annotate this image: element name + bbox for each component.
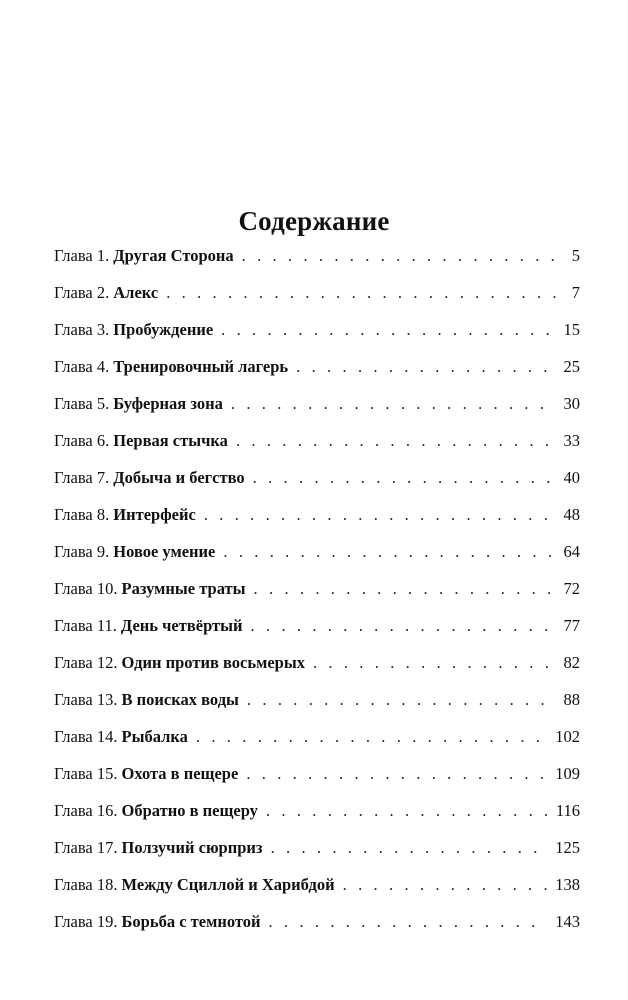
toc-entry[interactable] bbox=[54, 311, 580, 348]
page-number: 109 bbox=[555, 764, 580, 783]
toc-entry[interactable] bbox=[54, 570, 580, 607]
page-number: 25 bbox=[563, 357, 580, 376]
toc-entry[interactable] bbox=[54, 385, 580, 422]
page-number: 125 bbox=[555, 838, 580, 857]
chapter-label: Глава 8. bbox=[54, 505, 110, 524]
dot-leader bbox=[253, 459, 556, 496]
toc-entry[interactable] bbox=[54, 607, 580, 644]
chapter-label: Глава 6. bbox=[54, 431, 110, 450]
chapter-title: Интерфейс bbox=[113, 505, 196, 524]
dot-leader bbox=[296, 348, 555, 385]
chapter-title: Тренировочный лагерь bbox=[113, 357, 289, 376]
toc-entry[interactable] bbox=[54, 829, 580, 866]
toc-entry[interactable] bbox=[54, 644, 580, 681]
chapter-title: Борьба с темнотой bbox=[121, 912, 261, 931]
chapter-title: Первая стычка bbox=[113, 431, 228, 450]
chapter-title: Алекс bbox=[113, 283, 159, 302]
page-number: 116 bbox=[555, 801, 580, 820]
chapter-title: Новое умение bbox=[113, 542, 216, 561]
page-number: 48 bbox=[563, 505, 580, 524]
page-number: 30 bbox=[563, 394, 580, 413]
page-number: 143 bbox=[555, 912, 580, 931]
toc-entry[interactable] bbox=[54, 422, 580, 459]
toc-entry[interactable] bbox=[54, 755, 580, 792]
toc-entry[interactable] bbox=[54, 274, 580, 311]
chapter-title: Охота в пещере bbox=[121, 764, 239, 783]
dot-leader bbox=[166, 274, 558, 311]
page-number: 7 bbox=[571, 283, 580, 302]
toc-entry[interactable] bbox=[54, 866, 580, 903]
dot-leader bbox=[196, 718, 547, 755]
page-number: 64 bbox=[563, 542, 580, 561]
toc-entry[interactable] bbox=[54, 237, 580, 274]
chapter-label: Глава 2. bbox=[54, 283, 110, 302]
dot-leader bbox=[221, 311, 555, 348]
dot-leader bbox=[343, 866, 548, 903]
chapter-title: День четвёртый bbox=[120, 616, 243, 635]
chapter-title: Пробуждение bbox=[113, 320, 214, 339]
chapter-title: Разумные траты bbox=[121, 579, 246, 598]
page-number: 102 bbox=[555, 727, 580, 746]
chapter-label: Глава 16. bbox=[54, 801, 118, 820]
toc-entry[interactable] bbox=[54, 496, 580, 533]
dot-leader bbox=[223, 533, 555, 570]
chapter-label: Глава 9. bbox=[54, 542, 110, 561]
chapter-title: Один против восьмерых bbox=[121, 653, 305, 672]
chapter-label: Глава 5. bbox=[54, 394, 110, 413]
toc-entry[interactable] bbox=[54, 681, 580, 718]
chapter-title: В поисках воды bbox=[121, 690, 239, 709]
page-title: Содержание bbox=[238, 206, 390, 237]
chapter-title: Ползучий сюрприз bbox=[121, 838, 263, 857]
toc-entry[interactable] bbox=[54, 718, 580, 755]
chapter-label: Глава 4. bbox=[54, 357, 110, 376]
chapter-label: Глава 14. bbox=[54, 727, 118, 746]
page-number: 138 bbox=[555, 875, 580, 894]
dot-leader bbox=[204, 496, 556, 533]
chapter-label: Глава 19. bbox=[54, 912, 118, 931]
dot-leader bbox=[231, 385, 556, 422]
page-number: 88 bbox=[563, 690, 580, 709]
dot-leader bbox=[236, 422, 556, 459]
chapter-title: Буферная зона bbox=[113, 394, 223, 413]
chapter-title: Другая Сторона bbox=[113, 246, 234, 265]
chapter-label: Глава 1. bbox=[54, 246, 110, 265]
chapter-label: Глава 13. bbox=[54, 690, 118, 709]
page-number: 77 bbox=[563, 616, 580, 635]
dot-leader bbox=[251, 607, 556, 644]
chapter-title: Рыбалка bbox=[121, 727, 188, 746]
chapter-label: Глава 10. bbox=[54, 579, 118, 598]
toc-entry[interactable] bbox=[54, 903, 580, 940]
page-number: 40 bbox=[563, 468, 580, 487]
table-of-contents bbox=[54, 237, 580, 940]
chapter-title: Между Сциллой и Харибдой bbox=[121, 875, 335, 894]
toc-entry[interactable] bbox=[54, 792, 580, 829]
chapter-title: Добыча и бегство bbox=[113, 468, 245, 487]
dot-leader bbox=[313, 644, 556, 681]
chapter-title: Обратно в пещеру bbox=[121, 801, 258, 820]
toc-entry[interactable] bbox=[54, 459, 580, 496]
dot-leader bbox=[242, 237, 558, 274]
dot-leader bbox=[269, 903, 548, 940]
chapter-label: Глава 7. bbox=[54, 468, 110, 487]
page-number: 15 bbox=[563, 320, 580, 339]
chapter-label: Глава 18. bbox=[54, 875, 118, 894]
chapter-label: Глава 3. bbox=[54, 320, 110, 339]
page-number: 33 bbox=[563, 431, 580, 450]
dot-leader bbox=[247, 681, 556, 718]
toc-entry[interactable] bbox=[54, 348, 580, 385]
chapter-label: Глава 11. bbox=[54, 616, 117, 635]
page-number: 72 bbox=[563, 579, 580, 598]
chapter-label: Глава 15. bbox=[54, 764, 118, 783]
toc-entry[interactable] bbox=[54, 533, 580, 570]
dot-leader bbox=[246, 755, 547, 792]
page-number: 5 bbox=[571, 246, 580, 265]
dot-leader bbox=[271, 829, 548, 866]
dot-leader bbox=[254, 570, 556, 607]
dot-leader bbox=[266, 792, 548, 829]
chapter-label: Глава 17. bbox=[54, 838, 118, 857]
chapter-label: Глава 12. bbox=[54, 653, 118, 672]
page-number: 82 bbox=[563, 653, 580, 672]
